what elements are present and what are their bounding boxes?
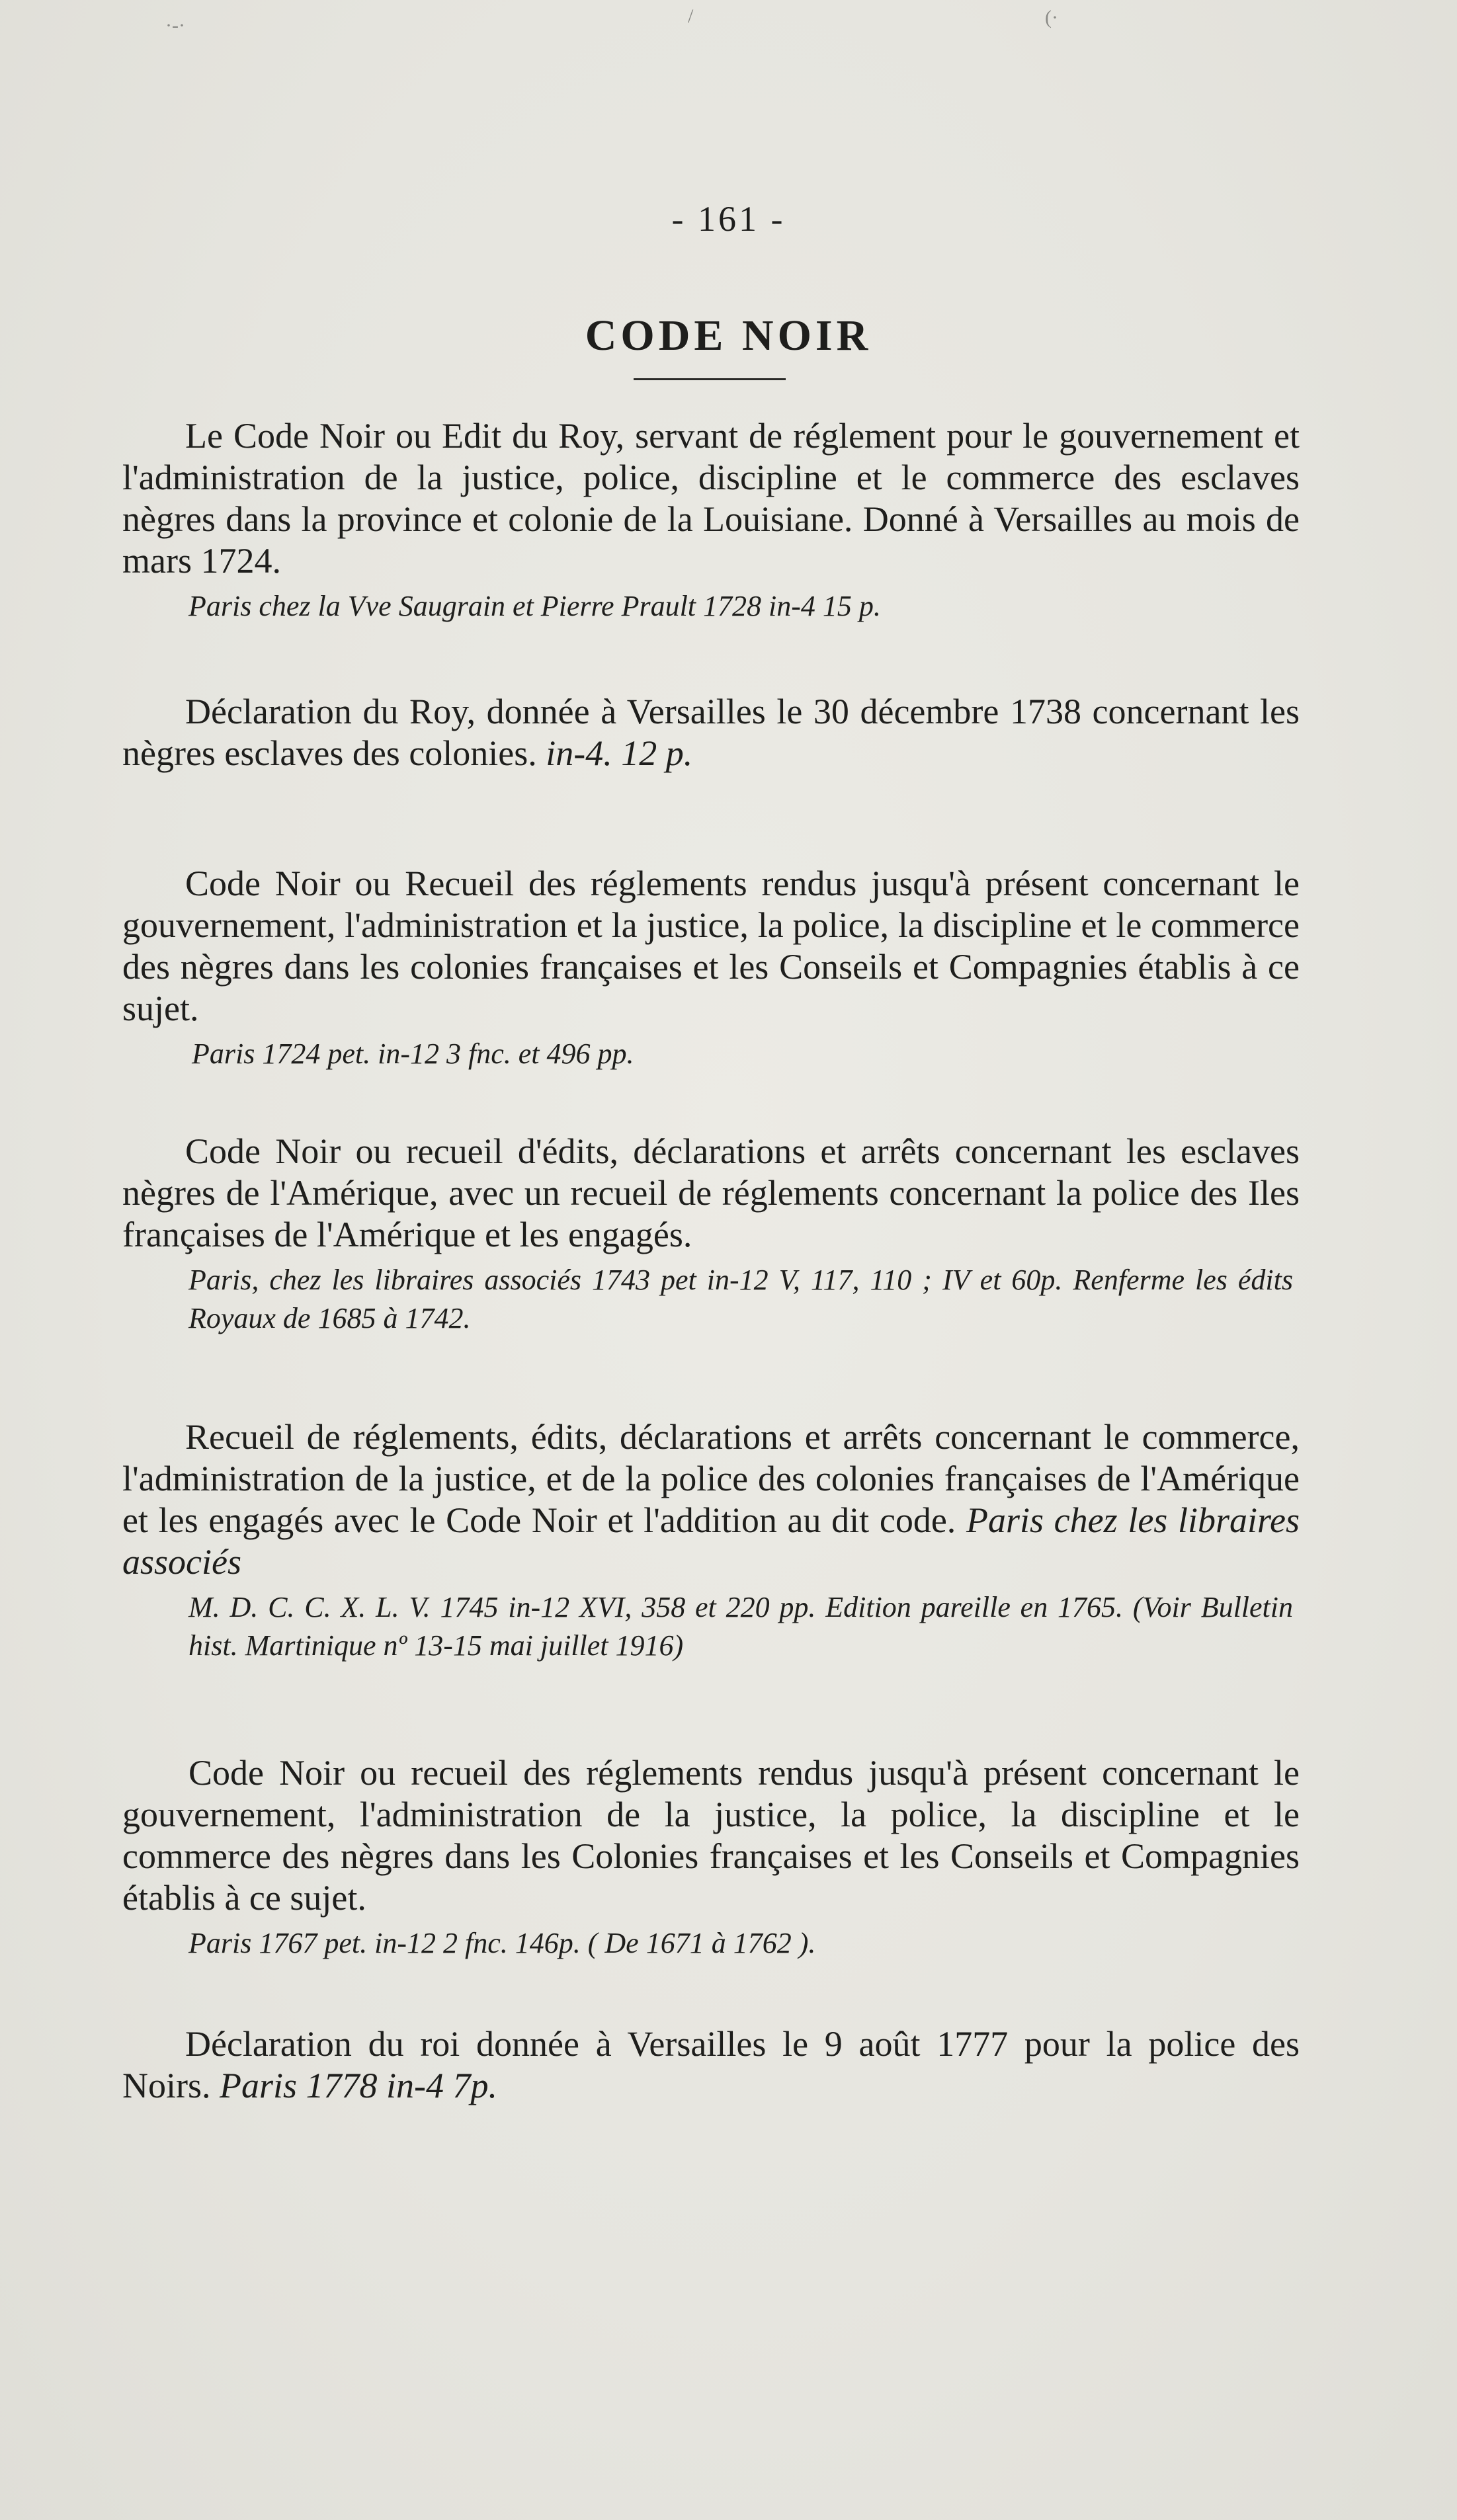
entry-publication: Paris, chez les libraires associés 1743 pet in-12 V, 117, 110 ; IV et 60p. Renferme les édits Royaux de 1685 à 1742. — [188, 1264, 1293, 1334]
bibliography-entry-6 — [122, 1752, 1300, 1963]
entry-description: Code Noir ou recueil des réglements rendus jusqu'à présent concernant le gouvernement, l'administration de la justice, la police, la discipline et le commerce des nègres dans les Colonies françaises et les Conseils et Compagnies établis à ce sujet. — [122, 1753, 1300, 1918]
page-title: CODE NOIR — [585, 311, 872, 360]
bibliography-entry-4 — [122, 1131, 1300, 1338]
entry-description: Code Noir ou recueil d'édits, déclarations et arrêts concernant les esclaves nègres de l'Amérique, avec un recueil de réglements concernant la police des Iles françaises de l'Amérique et les engagés. — [122, 1131, 1300, 1254]
entry-description: Code Noir ou Recueil des réglements rendus jusqu'à présent concernant le gouvernement, l'administration et la justice, la police, la discipline et le commerce des nègres dans les colonies françaises et les Conseils et Compagnies établis à ce sujet. — [122, 864, 1300, 1028]
bibliography-entry-1 — [122, 415, 1300, 626]
entry-publication: Paris 1724 pet. in-12 3 fnc. et 496 pp. — [192, 1037, 634, 1070]
entry-format: Paris 1778 in-4 7p. — [220, 2066, 498, 2105]
entry-description — [122, 1416, 1300, 1583]
entry-description-text: Déclaration du Roy, donnée à Versailles le 30 décembre 1738 concernant les nègres esclaves des colonies. — [122, 692, 1300, 773]
entry-publisher: Paris chez les libraires associés — [122, 1500, 1300, 1582]
bibliography-entry-5 — [122, 1416, 1300, 1665]
bibliography-entry-2 — [122, 691, 1300, 774]
entry-publication: M. D. C. C. X. L. V. 1745 in-12 XVI, 358 et 220 pp. Edition pareille en 1765. (Voir Bulletin hist. Martinique nº 13-15 mai juillet 1916) — [188, 1591, 1293, 1662]
entry-description — [122, 691, 1300, 774]
entry-publication: Paris 1767 pet. in-12 2 fnc. 146p. ( De 1671 à 1762 ). — [188, 1927, 816, 1959]
entry-description — [122, 2023, 1300, 2107]
document-page: / (· ·-· - 161 - CODE NOIR Le Code Noir ou Edit du Roy, servant de réglement pour le gouvernement et l'administration de la justice, police, discipline et le commerce des esclaves nègres dans la province et colonie de la Louisiane. Donné à Versailles au mois de mars 1724. Paris chez la Vve Saugrain et Pierre Prault 1728 in-4 15 p. Déclaration du Roy, donnée à Versailles le 30 décembre 1738 concernant les nègres esclaves des colonies. in-4. 12 p. Code Noir ou Recueil des réglements rendus jusqu'à présent concernant le gouvernement, l'administration et la justice, la police, la discipline et le commerce des nègres dans les colonies françaises et les Conseils et Compagnies établis à ce sujet. Paris 1724 pet. in-12 3 fnc. et 496 pp. Code Noir ou recueil d'édits, déclarations et arrêts concernant les esclaves nègres de l'Amérique, avec un recueil de réglements concernant la police des Iles françaises de l'Amérique et les engagés. Paris, chez les libraires associés 1743 pet in-12 V, 117, 110 ; IV et 60p. Renferme les édits Royaux de 1685 à 1742. Recueil de réglements, édits, déclarations et arrêts concernant le commerce, l'administration de la justice, et de la police des colonies françaises de l'Amérique et les engagés avec le Code Noir et l'addition au dit code. Paris chez les libraires associés M. D. C. C. X. L. V. 1745 in-12 XVI, 358 et 220 pp. Edition pareille en 1765. (Voir Bulletin hist. Martinique nº 13-15 mai juillet 1916) Code Noir ou recueil des réglements rendus jusqu'à présent concernant le gouvernement, l'administration de la justice, la police, la discipline et le commerce des nègres dans les Colonies françaises et les Conseils et Compagnies établis à ce sujet. Paris 1767 pet. in-12 2 fnc. 146p. ( De 1671 à 1762 ). Déclaration du roi donnée à Versailles le 9 août 1777 pour la police des Noirs. Paris 1778 in-4 7p. — [0, 0, 1457, 2520]
entry-description: Le Code Noir ou Edit du Roy, servant de réglement pour le gouvernement et l'administration de la justice, police, discipline et le commerce des esclaves nègres dans la province et colonie de la Louisiane. Donné à Versailles au mois de mars 1724. — [122, 416, 1300, 581]
entry-description-text: Déclaration du roi donnée à Versailles le 9 août 1777 pour la police des Noirs. — [122, 2024, 1300, 2105]
bibliography-entry-3 — [122, 863, 1300, 1073]
entry-format: in-4. 12 p. — [546, 733, 693, 773]
title-underline — [634, 378, 786, 380]
entry-description-text: Recueil de réglements, édits, déclarations et arrêts concernant le commerce, l'administration de la justice, et de la police des colonies françaises de l'Amérique et les engagés avec le Code Noir et l'addition au dit code. — [122, 1417, 1300, 1540]
page-number: - 161 - — [671, 199, 786, 239]
entry-publication: Paris chez la Vve Saugrain et Pierre Prault 1728 in-4 15 p. — [188, 590, 881, 622]
bibliography-entry-7 — [122, 2023, 1300, 2107]
